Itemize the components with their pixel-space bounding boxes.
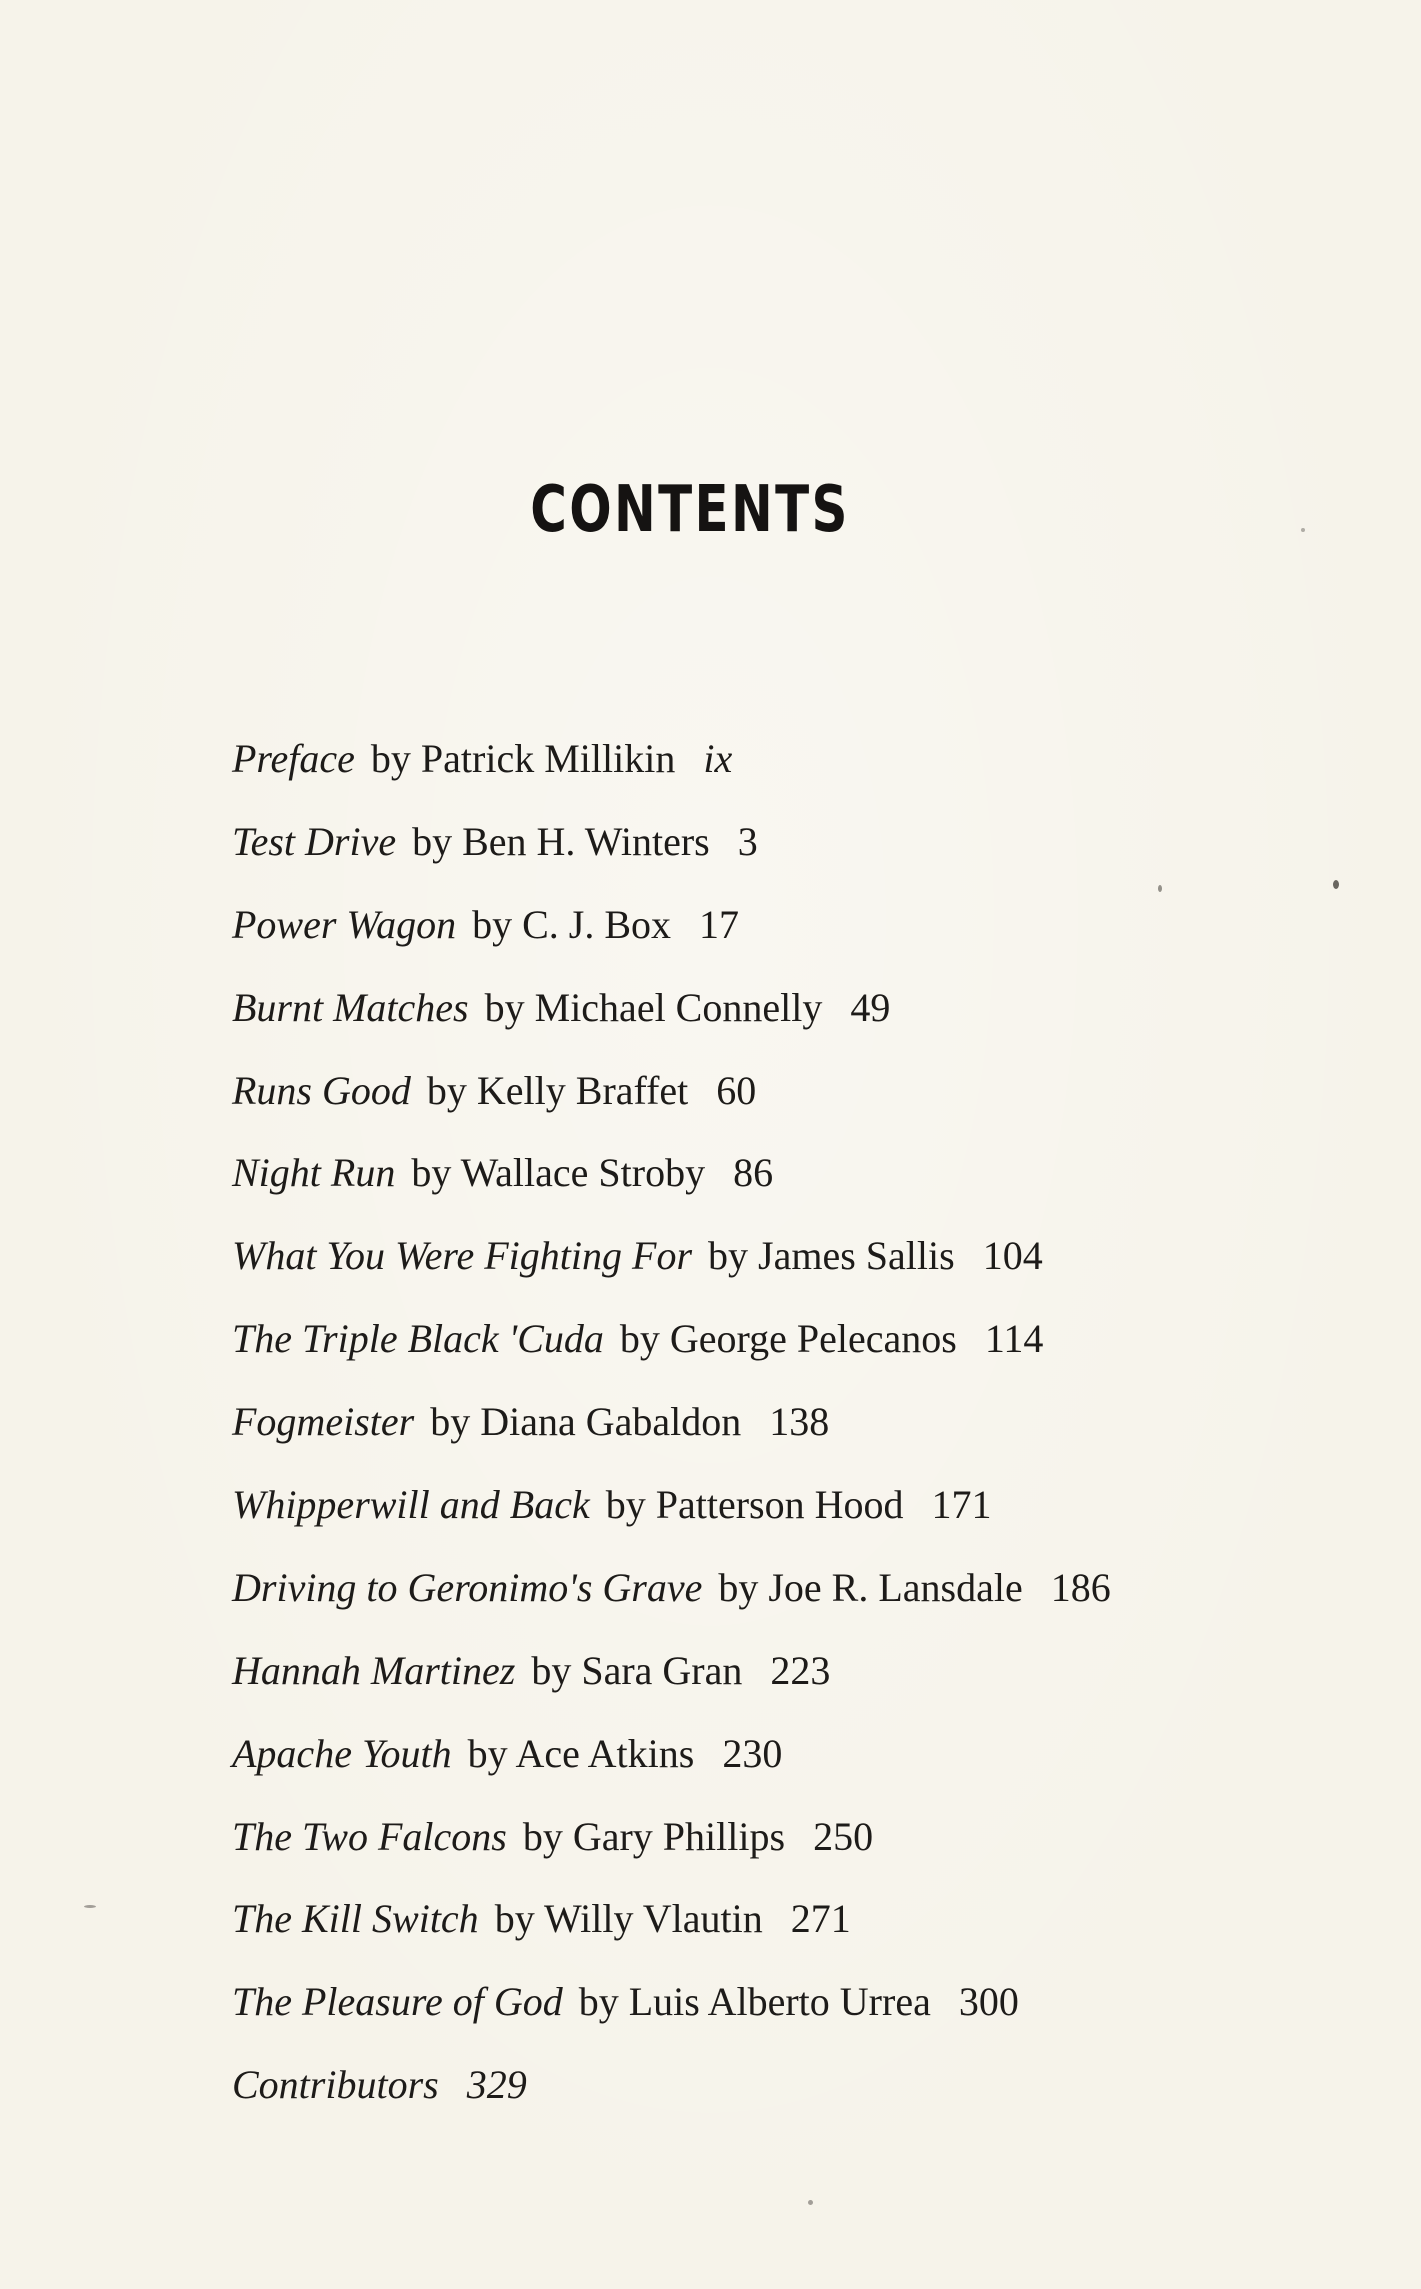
entry-author: Diana Gabaldon <box>480 1399 742 1445</box>
entry-author: Patterson Hood <box>655 1482 904 1528</box>
toc-entry <box>232 1547 1232 1630</box>
scan-speck <box>1158 885 1162 892</box>
entry-title: Whipperwill and Back <box>232 1482 590 1528</box>
entry-by: by <box>411 1150 452 1196</box>
toc-entry <box>232 884 1232 967</box>
entry-page: 271 <box>790 1896 851 1942</box>
entry-title: Runs Good <box>232 1067 411 1113</box>
toc-entry <box>232 1464 1232 1547</box>
entry-by: by <box>412 818 453 864</box>
scan-speck <box>1333 880 1339 889</box>
toc-entry <box>232 1796 1232 1879</box>
entry-page: ix <box>703 736 733 781</box>
contents-heading: CONTENTS <box>530 473 850 547</box>
entry-title: What You Were Fighting For <box>232 1233 693 1279</box>
entry-title: Power Wagon <box>232 901 457 947</box>
entry-author: George Pelecanos <box>669 1316 957 1362</box>
contributors-title: Contributors <box>232 2062 439 2108</box>
entry-by: by <box>467 1730 508 1776</box>
toc-entry <box>232 1961 1232 2044</box>
entry-title: Apache Youth <box>232 1730 452 1776</box>
entry-author: Joe R. Lansdale <box>768 1564 1023 1610</box>
entry-page: 104 <box>982 1233 1043 1279</box>
entry-author: Sara Gran <box>581 1647 743 1693</box>
entry-by: by <box>430 1399 471 1445</box>
toc-entry <box>232 1381 1232 1464</box>
entry-page: 138 <box>769 1399 830 1445</box>
entry-title: The Triple Black 'Cuda <box>232 1316 604 1362</box>
entry-author: Ace Atkins <box>515 1730 695 1776</box>
entry-by: by <box>605 1482 646 1528</box>
entry-by: by <box>472 901 513 947</box>
entry-author: Ben H. Winters <box>462 818 710 864</box>
entry-page: 300 <box>958 1979 1019 2025</box>
contributors-page: 329 <box>466 2062 527 2108</box>
entry-author: Wallace Stroby <box>460 1150 706 1196</box>
entry-title: Hannah Martinez <box>232 1647 516 1693</box>
toc-entry <box>232 1132 1232 1215</box>
entry-page: 3 <box>737 818 758 864</box>
entry-title: Burnt Matches <box>232 984 469 1030</box>
toc-entry-contributors <box>232 2044 1232 2127</box>
toc-entry <box>232 1215 1232 1298</box>
entry-by: by <box>370 736 411 781</box>
entry-page: 171 <box>931 1482 992 1528</box>
entry-page: 49 <box>850 984 891 1030</box>
entry-title: Test Drive <box>232 818 397 864</box>
entry-page: 250 <box>813 1813 874 1859</box>
entry-author: C. J. Box <box>522 901 672 947</box>
table-of-contents <box>232 718 1232 2127</box>
entry-page: 60 <box>716 1067 757 1113</box>
toc-entry <box>232 1298 1232 1381</box>
toc-entry <box>232 718 1232 801</box>
toc-entry <box>232 1878 1232 1961</box>
scan-speck <box>84 1905 96 1908</box>
entry-by: by <box>578 1979 619 2025</box>
entry-author: Gary Phillips <box>572 1813 786 1859</box>
toc-entry <box>232 1050 1232 1133</box>
entry-by: by <box>484 984 525 1030</box>
toc-entry <box>232 1630 1232 1713</box>
entry-by: by <box>718 1564 759 1610</box>
entry-page: 230 <box>722 1730 783 1776</box>
entry-author: Luis Alberto Urrea <box>628 1979 931 2025</box>
entry-by: by <box>531 1647 572 1693</box>
entry-page: 86 <box>733 1150 774 1196</box>
entry-title: The Pleasure of God <box>232 1979 563 2025</box>
entry-title: Driving to Geronimo's Grave <box>232 1564 703 1610</box>
entry-page: 17 <box>699 901 740 947</box>
toc-entry <box>232 1713 1232 1796</box>
entry-title: Preface <box>232 736 355 781</box>
toc-entry <box>232 801 1232 884</box>
entry-author: Kelly Braffet <box>476 1067 689 1113</box>
entry-page: 223 <box>770 1647 831 1693</box>
entry-author: Willy Vlautin <box>543 1896 763 1942</box>
entry-by: by <box>494 1896 535 1942</box>
entry-page: 186 <box>1050 1564 1111 1610</box>
scan-speck <box>1301 528 1305 532</box>
entry-by: by <box>522 1813 563 1859</box>
entry-title: Fogmeister <box>232 1399 415 1445</box>
entry-by: by <box>426 1067 467 1113</box>
scan-speck <box>808 2200 813 2205</box>
toc-entry <box>232 967 1232 1050</box>
entry-author: Patrick Millikin <box>420 736 676 781</box>
entry-title: The Two Falcons <box>232 1813 507 1859</box>
entry-title: The Kill Switch <box>232 1896 479 1942</box>
entry-by: by <box>619 1316 660 1362</box>
entry-author: Michael Connelly <box>534 984 823 1030</box>
entry-author: James Sallis <box>758 1233 955 1279</box>
entry-page: 114 <box>984 1316 1044 1362</box>
entry-title: Night Run <box>232 1150 396 1196</box>
entry-by: by <box>708 1233 749 1279</box>
